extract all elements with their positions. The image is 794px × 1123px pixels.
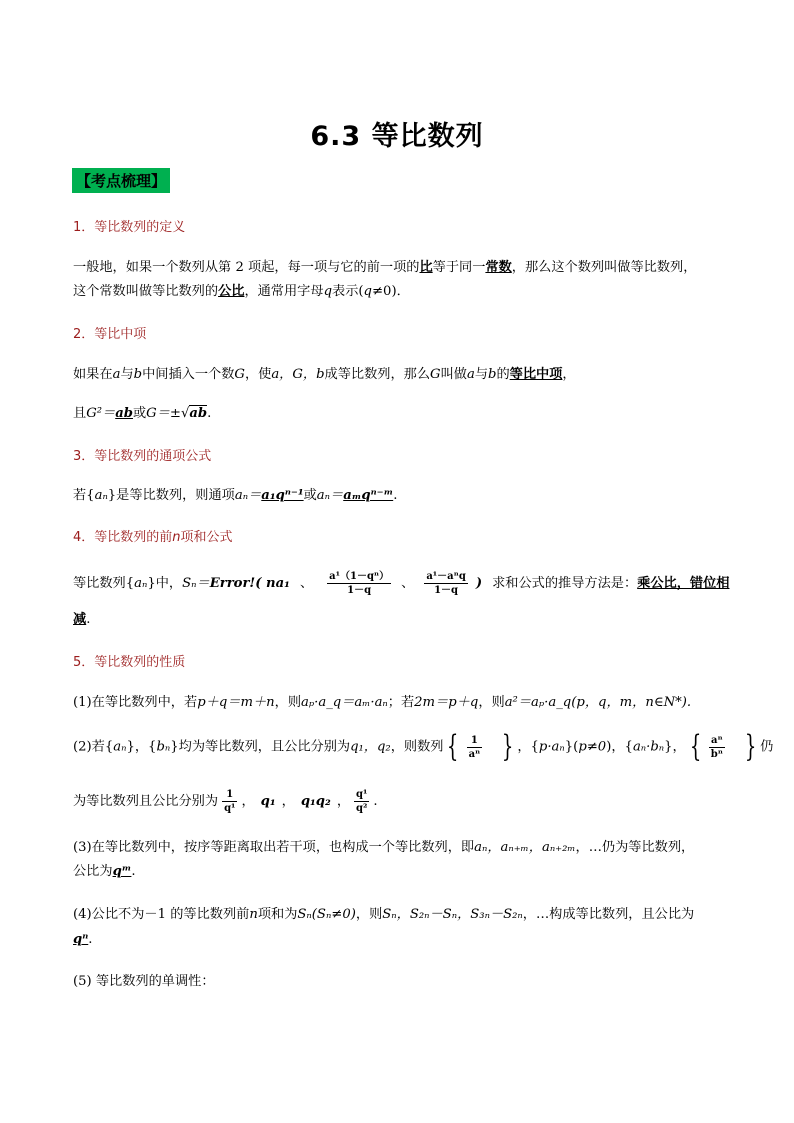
sum-fraction-2: $\frac{\text{a¹－aⁿq}}{1-q}$ bbox=[426, 571, 466, 596]
ratio-quotient-fraction: $\frac{\text{q¹}}{\text{q²}}$ bbox=[356, 789, 368, 814]
ratio-inverse-fraction: $\frac{1}{\text{q¹}}$ bbox=[224, 789, 236, 814]
property-item-2: (2)若{aₙ}，{bₙ}均为等比数列，且公比分别为q₁，q₂，则数列 { $\frac{1}{\text{aⁿ}}$ } ，{p·aₙ}(p≠0)，{aₙ·bₙ}， { $\frac{\text{aⁿ}}{\text{bⁿ}}$ } 仍 bbox=[73, 729, 774, 764]
heading-properties: 5．等比数列的性质 bbox=[73, 655, 186, 670]
property-item-5: (5) 等比数列的单调性： bbox=[73, 974, 215, 989]
property-item-3: (3)在等比数列中，按序等距离取出若干项，也构成一个等比数列，即aₙ，aₙ₊ₘ，aₙ₊₂ₘ，…仍为等比数列， bbox=[73, 840, 695, 855]
heading-definition: 1．等比数列的定义 bbox=[73, 220, 186, 235]
property-item-3-continued: 公比为qᵐ. bbox=[73, 864, 136, 879]
property-item-1: (1)在等比数列中，若p＋q＝m＋n，则aₚ·a_q＝aₘ·aₙ；若2m＝p＋q，则a²＝aₚ·a_q(p，q，m，n∈N*). bbox=[73, 695, 692, 710]
general-term-formula: 若{aₙ}是等比数列，则通项aₙ＝a₁qⁿ⁻¹或aₙ＝aₘqⁿ⁻ᵐ. bbox=[73, 488, 398, 503]
definition-paragraph-line2: 这个常数叫做等比数列的公比，通常用字母q表示(q≠0)． bbox=[73, 284, 410, 299]
reciprocal-fraction: $\frac{1}{\text{aⁿ}}$ bbox=[468, 734, 481, 760]
sum-fraction-1: $\frac{\text{a¹（1－qⁿ）}}{1-q}$ bbox=[329, 571, 390, 596]
section-badge: 【考点梳理】 bbox=[72, 168, 170, 193]
heading-general-term: 3．等比数列的通项公式 bbox=[73, 449, 212, 464]
geometric-mean-line1: 如果在a与b中间插入一个数G，使a，G，b成等比数列，那么G叫做a与b的等比中项， bbox=[73, 367, 576, 382]
page-title: 6.3 等比数列 bbox=[310, 121, 484, 152]
definition-paragraph-line1: 一般地，如果一个数列从第 2 项起，每一项与它的前一项的比等于同一常数，那么这个数列叫做等比数列， bbox=[73, 260, 697, 275]
ratio-fraction: $\frac{\text{aⁿ}}{\text{bⁿ}}$ bbox=[710, 734, 723, 760]
property-item-2-continued: 为等比数列且公比分别为 $\frac{1}{\text{q¹}}$ ， q₁ ， q₁q₂ ， $\frac{\text{q¹}}{\text{q²}}$ . bbox=[73, 789, 378, 814]
sum-formula-line1: 等比数列{aₙ}中，Sₙ＝Error!( na₁ 、 $\frac{\text{a¹（1－qⁿ）}}{1-q}$ 、 $\frac{\text{a¹－aⁿq}}{1-q}$ ) 求和公式的推导方法是：乘公比，错位相 bbox=[73, 571, 730, 596]
property-item-4-continued: qⁿ. bbox=[73, 932, 93, 947]
heading-geometric-mean: 2．等比中项 bbox=[73, 327, 147, 342]
heading-sum-formula: 4．等比数列的前n项和公式 bbox=[73, 530, 233, 545]
sum-formula-line2: 减. bbox=[73, 612, 91, 627]
property-item-4: (4)公比不为－1 的等比数列前n项和为Sₙ(Sₙ≠0)，则Sₙ，S₂ₙ－Sₙ，S₃ₙ－S₂ₙ，…构成等比数列，且公比为 bbox=[73, 907, 695, 922]
geometric-mean-line2: 且G²＝ab或G＝±√ab. bbox=[73, 406, 212, 421]
